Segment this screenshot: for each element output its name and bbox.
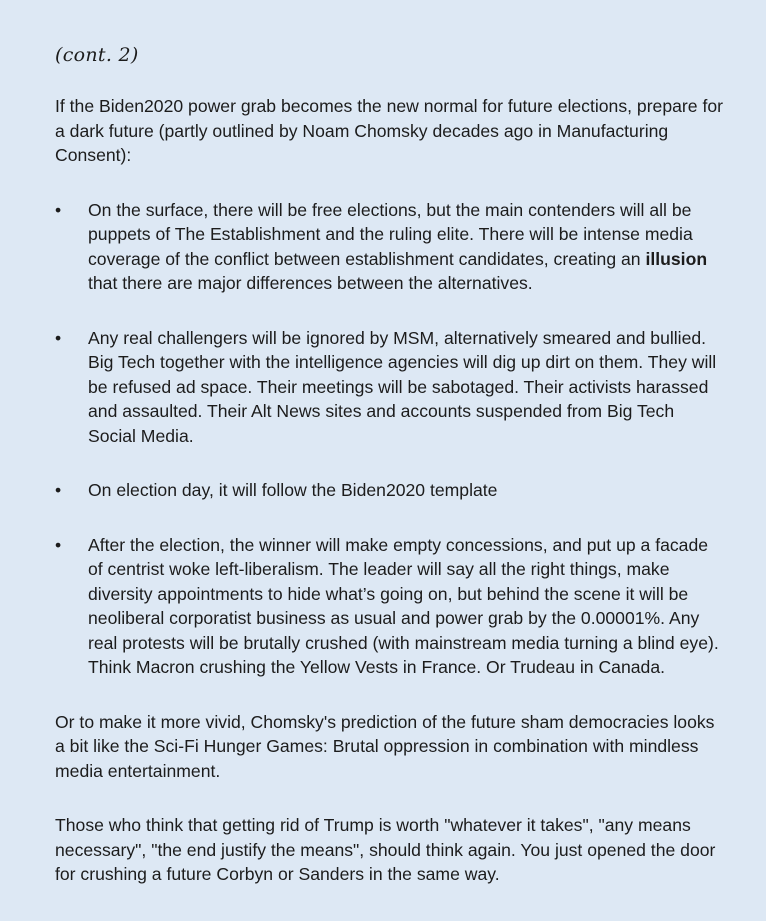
bullet-icon: • bbox=[55, 480, 62, 500]
intro-paragraph: If the Biden2020 power grab becomes the new normal for future elections, prepare for a dark future (partly outlined by Noam Chomsky decades ago in Manufacturing Consent): bbox=[55, 96, 723, 165]
list-item-text: Any real challengers will be ignored by MSM, alternatively smeared and bullied. Big Tech together with the intelligence agencies will dig up dirt on them. They will be refused ad space. Their meetings will be sabotaged. Their activists harassed and assaulted. Their Alt News sites and accounts suspended from Big Tech Social Media. bbox=[88, 327, 717, 446]
emphasis-text: illusion bbox=[645, 248, 708, 269]
bullet-icon: • bbox=[55, 534, 62, 555]
bullet-icon: • bbox=[55, 327, 62, 348]
bullet-icon: • bbox=[55, 199, 62, 220]
list-item-text: On election day, it will follow the Biden2020 template bbox=[88, 480, 498, 500]
list-item bbox=[55, 326, 726, 449]
list-item bbox=[55, 533, 726, 680]
list-item-text: After the election, the winner will make empty concessions, and put up a facade of centrist woke left-liberalism. The leader will say all the right things, make diversity appointments to hide what’s going on, but behind the scene it will be neoliberal corporatist business as usual and power grab by the 0.00001%. Any real protests will be brutally crushed (with mainstream media turning a blind eye). Think Macron crushing the Yellow Vests in France. Or Trudeau in Canada. bbox=[88, 534, 719, 677]
list-item-text: On the surface, there will be free elections, but the main contenders will all be puppets of The Establishment and the ruling elite. There will be intense media coverage of the conflict between establishment candidates, creating an illusion that there are major differences between the alternatives. bbox=[88, 199, 708, 293]
vivid-paragraph: Or to make it more vivid, Chomsky's prediction of the future sham democracies looks a bit like the Sci-Fi Hunger Games: Brutal oppression in combination with mindless media entertainment. bbox=[55, 711, 715, 781]
prediction-list bbox=[55, 198, 726, 680]
list-item bbox=[55, 198, 726, 296]
page-heading: (cont. 2) bbox=[55, 44, 139, 66]
conclusion-paragraph: Those who think that getting rid of Trump is worth "whatever it takes", "any means necessary", "the end justify the means", should think again. You just opened the door for crushing a future Corbyn or Sanders in the same way. bbox=[55, 815, 716, 884]
list-item bbox=[55, 478, 726, 503]
